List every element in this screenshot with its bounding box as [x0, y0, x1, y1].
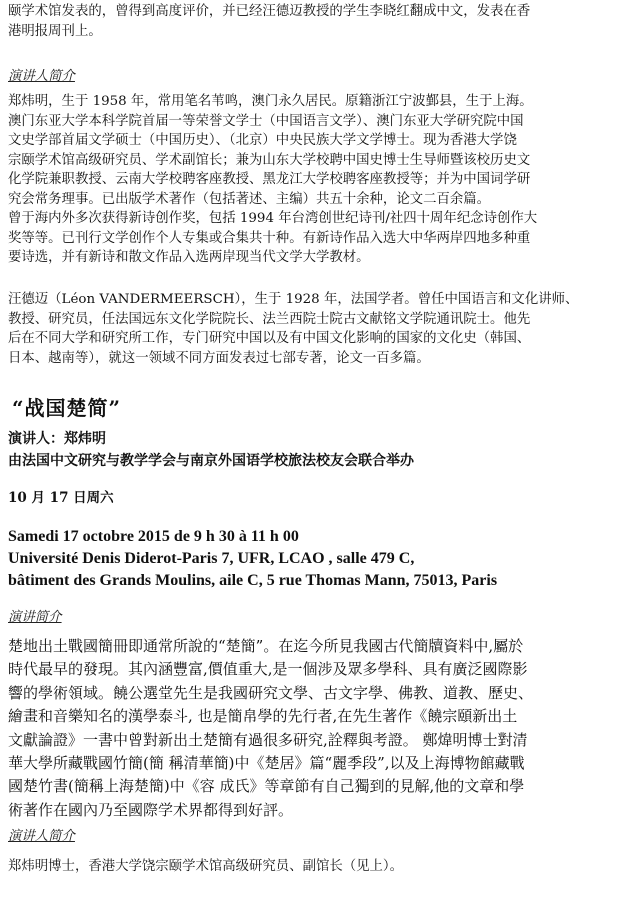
text-line: 華大學所藏戰國竹簡(簡 稱清華簡)中《楚居》篇“麗季段”,以及上海博物館藏戰: [8, 754, 525, 773]
fr-university: Université Denis Diderot-Paris 7, UFR, LCAO , salle 479 C,: [8, 550, 415, 567]
text-line: 要诗选，并有新诗和散文作品入选两岸现当代文学大学教材。: [8, 250, 370, 265]
bio-wang-paragraph: [8, 290, 623, 368]
text-line: 繪畫和音樂知名的漢學泰斗, 也是簡帛學的先行者,在先生著作《饒宗頤新出土: [8, 707, 518, 726]
text-line: 響的學術領域。饒公選堂先生是我國研究文學、古文字學、佛教、道教、歷史、: [8, 683, 534, 702]
text-line: 時代最早的發現。其內涵豐富,價值重大,是一個涉及眾多學科、具有廣泛國際影: [8, 660, 528, 679]
text-line: 澳门东亚大学本科学院首届一等荣誉文学士（中国语言文学）、澳门东亚大学研究院中国: [8, 113, 524, 129]
fr-date-time: Samedi 17 octobre 2015 de 9 h 30 à 11 h 00: [8, 528, 299, 545]
text-line: 文獻論證》一書中曾對新出土楚簡有過很多研究,詮釋與考證。 鄭煒明博士對清: [8, 730, 528, 749]
text-line: 后在不同大学和研究所工作，专门研究中国以及有中国文化影响的国家的文化史（韩国、: [8, 331, 531, 346]
text-line: 郑炜明，生于 1958 年，常用笔名苇鸣，澳门永久居民。原籍浙江宁波鄞县，生于上海。: [8, 94, 533, 109]
text-line: 楚地出土戰國簡冊即通常所說的“楚簡”。在迄今所見我國古代簡牘資料中,屬於: [8, 637, 524, 655]
french-event-info: [8, 526, 628, 592]
section-label-speaker-bio-2: 演讲人简介: [8, 829, 75, 844]
text-line: 化学院兼职教授、云南大学校聘客座教授、黑龙江大学校聘客座教授等；并为中国词学研: [8, 172, 531, 187]
text-line: 宗颐学术馆高级研究员、学术副馆长；兼为山东大学校聘中国史博士生导师暨该校历史文: [8, 152, 531, 168]
text-line: 汪德迈（Léon VANDERMEERSCH），生于 1928 年，法国学者。曾任中国语言和文化讲师、: [8, 292, 579, 307]
text-line: 颐学术馆发表的，曾得到高度评价，并已经汪德迈教授的学生李晓红翻成中文，发表在香: [8, 4, 531, 19]
organizer-line: 由法国中文研究与教学学会与南京外国语学校旅法校友会联合举办: [8, 453, 414, 469]
bio-short: 郑炜明博士，香港大学饶宗颐学术馆高级研究员、副馆长（见上）。: [8, 859, 404, 874]
text-line: 奖等等。已刊行文学创作个人专集或合集共十种。有新诗作品入选大中华两岸四地多种重: [8, 230, 531, 246]
text-line: 文史学部首届文学硕士（中国历史）、（北京）中央民族大学文学博士。现为香港大学饶: [8, 133, 517, 148]
event-title: “战国楚简”: [12, 396, 122, 420]
section-label-speaker-bio: 演讲人简介: [8, 69, 75, 84]
text-line: 港明报周刊上。: [8, 23, 102, 39]
section-label-talk-summary: 演讲简介: [8, 610, 62, 625]
text-line: 曾于海内外多次获得新诗创作奖，包括 1994 年台湾创世纪诗刊/社四十周年纪念诗创作大: [8, 211, 538, 226]
text-line: 教授、研究员，任法国远东文化学院院长、法兰西院士院古文献铭文学院通讯院士。他先: [8, 311, 531, 327]
text-line: 究会常务理事。已出版学术著作（包括著述、主编）共五十余种，论文二百余篇。: [8, 191, 491, 207]
bio-zheng-paragraph: [8, 92, 623, 268]
text-line: 國楚竹書(簡稱上海楚簡)中《容 成氏》等章節有自己獨到的見解,他的文章和學: [8, 777, 525, 796]
speaker-line: 演讲人：郑炜明: [8, 431, 106, 447]
fr-address: bâtiment des Grands Moulins, aile C, 5 rue Thomas Mann, 75013, Paris: [8, 572, 498, 589]
intro-paragraph: [8, 2, 623, 41]
talk-summary-paragraph: [8, 635, 623, 822]
text-line: 術著作在國內乃至國際学术界都得到好評。: [8, 800, 294, 819]
text-line: 日本、越南等），就这一领域不同方面发表过七部专著，论文一百多篇。: [8, 350, 430, 366]
date-line: 10 月 17 日周六: [8, 490, 114, 506]
